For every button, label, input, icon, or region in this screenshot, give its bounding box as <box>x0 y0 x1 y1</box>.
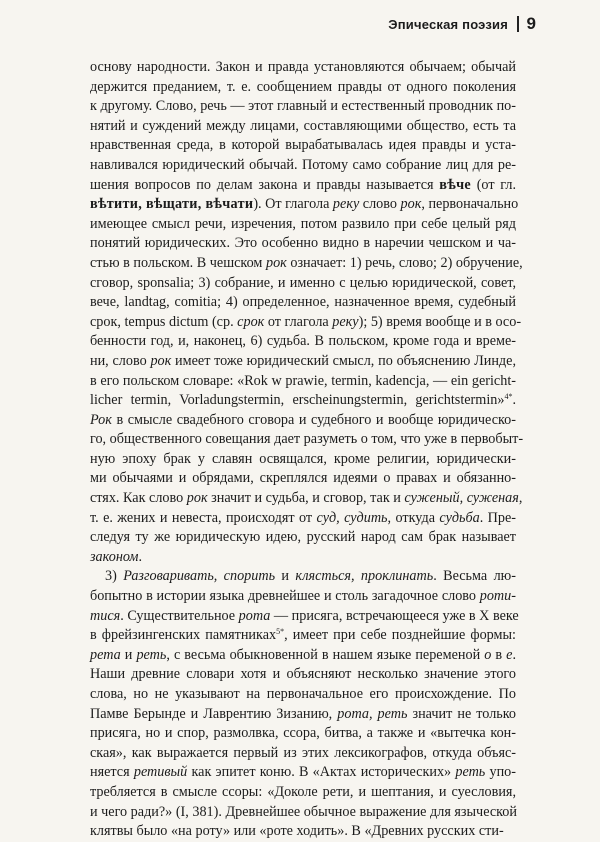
text-run: как эпитет коню. В «Актах исторических» <box>187 764 456 781</box>
text-run: вече, landtag, comitia; 4) определенное, назначенное время, судебный <box>90 294 516 311</box>
italic-term: е <box>506 646 513 663</box>
text-run: бопытно в истории языка древнейшее и столь загадочное слово <box>90 588 480 605</box>
text-line <box>90 646 516 666</box>
italic-term: суженый, суженая <box>404 490 519 507</box>
text-run: ни, слово <box>90 352 151 369</box>
text-line <box>90 372 516 392</box>
text-line <box>90 430 524 450</box>
italic-term: суд, судить <box>316 509 388 526</box>
text-line <box>90 822 516 842</box>
italic-term: рок <box>265 254 287 271</box>
text-line <box>90 391 516 411</box>
text-run: ную эпоху брак у славян освящался, кроме религии, юридически- <box>90 450 516 467</box>
text-run: и <box>275 568 296 585</box>
text-run: и чего ради?» (I, 381). Древнейшее обычное выражение для языческой <box>90 803 517 820</box>
running-head <box>388 14 536 34</box>
text-run: го, общественного совещания дает разуметь о том, что уже в первобыт- <box>90 431 524 448</box>
text-run: слова, но не указывают на первоначальное его происхождение. По <box>90 686 516 702</box>
text-line <box>90 254 523 274</box>
text-run: держится преданием, т. е. сообщением правды от одного поколения <box>90 78 516 95</box>
text-run: licher termin, Vorladungstermin, erscheinungstermin, gerichtstermin» <box>90 392 505 409</box>
italic-term: рок <box>186 490 208 507</box>
text-run: значит и судьба, и сговор, так и <box>207 490 405 507</box>
paragraph <box>90 567 519 841</box>
running-head-title: Эпическая поэзия <box>388 16 509 32</box>
text-run: . Существительное <box>120 607 239 624</box>
text-run: . Пре- <box>479 509 517 526</box>
italic-term: срок <box>237 313 265 330</box>
text-run: срок, tempus dictum (ср. <box>90 313 238 330</box>
paragraph <box>90 58 524 567</box>
text-line <box>90 450 516 470</box>
text-line <box>90 528 516 548</box>
text-run: . <box>512 646 516 663</box>
text-line <box>90 136 516 156</box>
text-run: . <box>512 392 516 409</box>
text-run: стью в польском. В чешском <box>90 254 266 271</box>
text-run: слово <box>359 196 401 213</box>
text-line <box>90 293 516 313</box>
italic-term: реку <box>332 313 359 330</box>
text-run: нятий и суждений между лицами, составляющими общество, есть та <box>90 117 516 134</box>
text-line <box>90 58 516 78</box>
italic-term: о <box>484 646 492 663</box>
text-run: упо- <box>485 764 516 781</box>
text-line <box>90 803 516 823</box>
text-run: означает: 1) речь, слово; 2) обручение, <box>286 254 523 271</box>
text-run: понятий юридических. Это особенно видно в наречии чешском и ча- <box>90 235 516 252</box>
running-head-divider <box>517 16 519 32</box>
text-run: ми обычаями и обрядами, скреплялся идеями о правах и обязанно- <box>90 470 516 487</box>
text-run: в его польском словаре: «Rok w prawie, termin, kadencja, — ein gericht- <box>90 372 516 389</box>
text-line <box>90 607 519 627</box>
italic-term: рок <box>400 196 422 213</box>
text-run: основу народности. Закон и правда установляются обычаем; обычай <box>90 59 516 75</box>
text-run: Памве Берынде и Лаврентию Зизанию, <box>90 705 338 722</box>
text-line <box>90 78 516 98</box>
page-number: 9 <box>526 14 536 33</box>
text-line <box>90 117 516 137</box>
text-line <box>90 783 516 803</box>
old-slavonic-term: вѣтити, вѣщати, вѣчати <box>90 196 254 213</box>
italic-term: реку <box>332 196 360 213</box>
text-run: в фрейзингенских памятниках <box>90 627 277 644</box>
text-run: — присяга, встречающееся уже в X веке <box>270 607 519 624</box>
italic-term: реть <box>136 646 167 663</box>
text-run: , с весьма обыкновенной в нашем языке переменой <box>166 646 485 663</box>
italic-term: рота, реть <box>337 705 408 722</box>
italic-term: Рок <box>90 411 112 428</box>
text-run: , <box>518 490 523 507</box>
text-run: бенности год, и, наконец, 6) судьба. В польском, кроме года и време- <box>90 333 516 350</box>
text-run: навливался юридический обычай. Потому само собрание лиц для ре- <box>90 156 516 173</box>
text-line <box>90 705 516 725</box>
old-slavonic-term: вѣче <box>439 176 471 193</box>
text-run: в <box>491 646 507 663</box>
text-run: няется <box>90 764 134 781</box>
text-line <box>90 411 516 431</box>
text-run: и <box>120 646 137 663</box>
text-line <box>90 313 522 333</box>
italic-term: законом <box>90 548 139 565</box>
text-line <box>90 234 516 254</box>
text-run: к другому. Слово, речь — этот главный и естественный проводник по- <box>90 98 516 115</box>
text-run: клятвы было «на роту» или «роте ходить». В «Древних русских сти- <box>90 823 504 840</box>
text-line <box>90 744 516 764</box>
italic-term: роти- <box>479 588 516 605</box>
text-run: ская», как выражается первый из этих лексикографов, откуда объяс- <box>90 744 516 761</box>
text-run: требляется в смысле ссоры: «Доколе рети, и шептания, и суесловия, <box>90 783 516 800</box>
text-run: ). От глагола <box>253 196 333 213</box>
text-run: шения вопросов по делам закона и правды называется <box>90 176 440 193</box>
footnote-marker: 4* <box>504 392 513 402</box>
text-run: ); 5) время вообще и в осо- <box>358 313 522 330</box>
italic-term: ретивый <box>133 764 188 781</box>
text-line <box>90 763 516 783</box>
italic-term: рок <box>150 352 172 369</box>
italic-term: Разговаривать, спорить <box>123 568 276 585</box>
text-run: имеющее смысл речи, изречения, потом развило при себе целый ряд <box>90 215 516 232</box>
text-run: , первоначально <box>421 196 519 213</box>
text-line <box>90 587 516 607</box>
text-line <box>90 567 516 587</box>
italic-term: тися <box>90 607 121 624</box>
text-line <box>90 665 516 685</box>
text-line <box>90 195 519 215</box>
italic-term: клясться, проклинать <box>295 568 434 585</box>
text-run: от глагола <box>264 313 333 330</box>
text-run: значит не только <box>407 705 517 722</box>
text-line <box>90 274 516 294</box>
italic-term: рота <box>238 607 271 624</box>
text-line <box>90 626 516 646</box>
body-text <box>90 58 524 842</box>
text-run: присяга, но и спор, размолвка, ссора, битва, а также и «вытечка кон- <box>90 725 516 742</box>
text-line <box>90 352 516 372</box>
text-run: , откуда <box>387 509 440 526</box>
text-line <box>90 724 516 744</box>
italic-term: рета <box>90 646 121 663</box>
text-run: , имеет при себе позднейшие формы: <box>284 627 516 644</box>
text-line <box>90 215 516 235</box>
text-line <box>90 489 523 509</box>
text-run: 3) <box>105 568 124 585</box>
text-run: сговор, sponsalia; 3) собрание, и именно с целью юридической, совет, <box>90 274 516 291</box>
text-line <box>90 332 516 352</box>
text-line <box>90 685 516 705</box>
text-run: нравственная среда, в которой вырабатывалась идея правды и уста- <box>90 137 516 154</box>
text-run: . <box>138 548 143 565</box>
text-run: следуя ту же юридическую идею, русский народ сам брак называет <box>90 529 516 546</box>
text-run: имеет тоже юридический смысл, по объяснению Линде, <box>171 352 516 369</box>
text-run: Наши древние словари хотя и объясняют несколько значение этого <box>90 666 516 683</box>
italic-term: судьба <box>439 509 480 526</box>
text-run: т. е. жених и невеста, происходят от <box>90 509 317 526</box>
text-line <box>90 97 516 117</box>
text-line <box>90 469 516 489</box>
text-line <box>90 156 516 176</box>
text-run: (от гл. <box>470 176 516 193</box>
text-run: стях. Как слово <box>90 490 187 507</box>
footnote-marker: 5* <box>276 627 285 637</box>
text-line <box>90 509 516 529</box>
text-line <box>90 176 516 196</box>
text-run: . Весьма лю- <box>433 568 516 585</box>
italic-term: реть <box>455 764 486 781</box>
text-line <box>90 548 516 568</box>
text-run: в смысле свадебного сговора и судебного и вообще юридическо- <box>111 411 516 428</box>
